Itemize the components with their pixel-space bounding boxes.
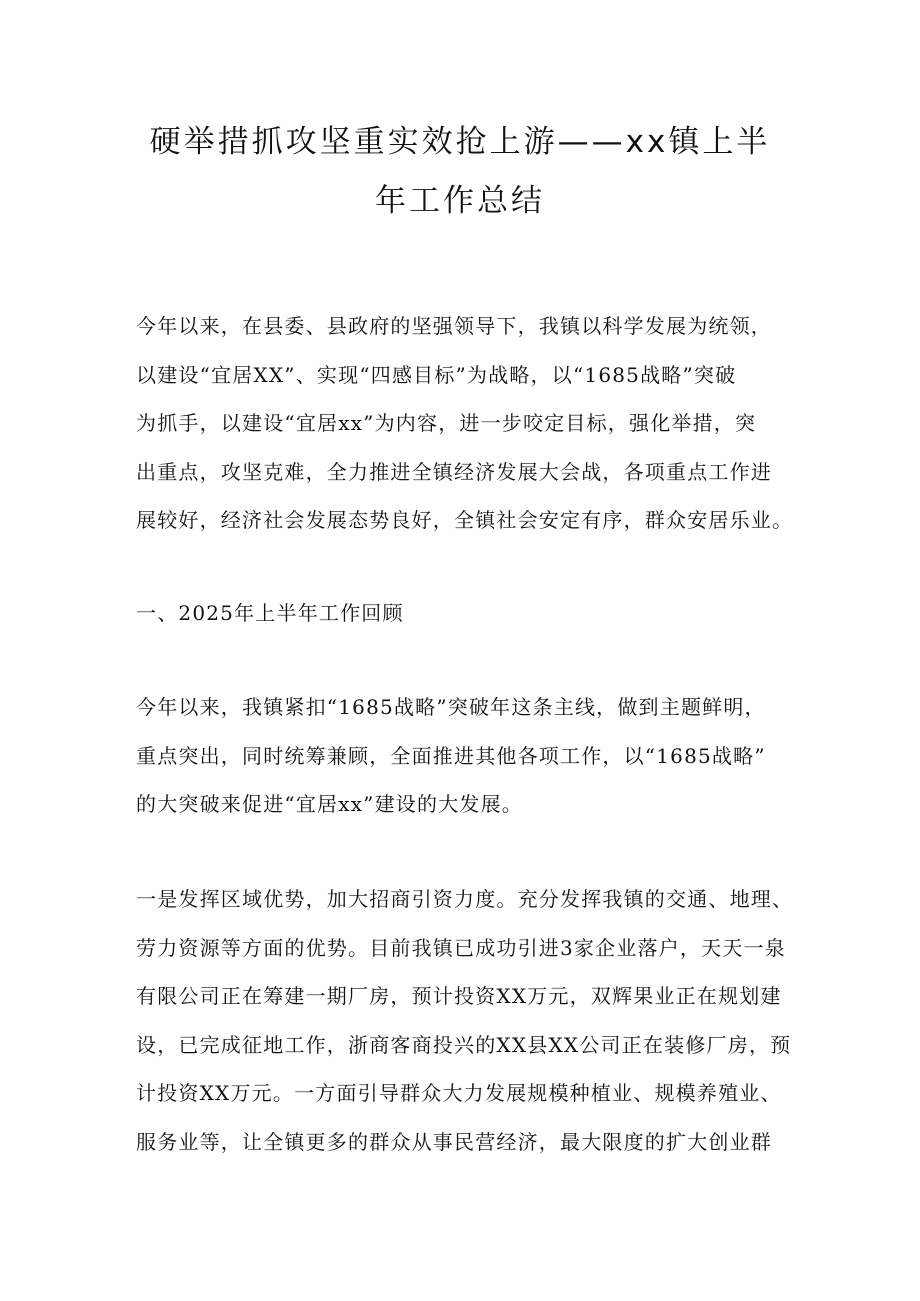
text-line: 的大突破来促进“宜居xx”建设的大发展。 xyxy=(136,792,524,817)
text-line: 设，已完成征地工作，浙商客商投兴的XX县XX公司正在装修厂房，预 xyxy=(136,1032,792,1057)
text-line: 以建设“宜居XX”、实现“四感目标”为战略，以“1685战略”突破 xyxy=(136,362,737,387)
document-title-line-2: 年工作总结 xyxy=(375,183,545,219)
section-heading xyxy=(136,589,816,638)
section-heading-text: 一、2025年上半年工作回顾 xyxy=(136,601,404,625)
document-title-line-1: 硬举措抓攻坚重实效抢上游——xx镇上半 xyxy=(149,124,771,160)
text-line: 出重点，攻坚克难，全力推进全镇经济发展大会战，各项重点工作进 xyxy=(136,459,772,484)
text-line: 计投资XX万元。一方面引导群众大力发展规模种植业、规模养殖业、 xyxy=(136,1081,782,1106)
text-line: 有限公司正在筹建一期厂房，预计投资XX万元，双辉果业正在规划建 xyxy=(136,984,782,1009)
text-line: 一是发挥区域优势，加大招商引资力度。充分发挥我镇的交通、地理、 xyxy=(136,887,794,911)
intro-paragraph xyxy=(136,302,816,545)
text-line: 劳力资源等方面的优势。目前我镇已成功引进3家企业落户，天天一泉 xyxy=(136,935,786,960)
text-line: 服务业等，让全镇更多的群众从事民营经济，最大限度的扩大创业群 xyxy=(136,1129,772,1154)
investment-paragraph xyxy=(136,875,816,1167)
text-line: 展较好，经济社会发展态势良好，全镇社会安定有序，群众安居乐业。 xyxy=(136,508,794,533)
text-line: 为抓手，以建设“宜居xx”为内容，进一步咬定目标，强化举措，突 xyxy=(136,411,757,436)
text-line: 今年以来，我镇紧扣“1685战略”突破年这条主线，做到主题鲜明， xyxy=(136,695,766,719)
text-line: 重点突出，同时统筹兼顾，全面推进其他各项工作，以“1685战略” xyxy=(136,743,766,768)
text-line: 今年以来，在县委、县政府的坚强领导下，我镇以科学发展为统领， xyxy=(136,314,772,338)
review-paragraph xyxy=(136,683,816,829)
